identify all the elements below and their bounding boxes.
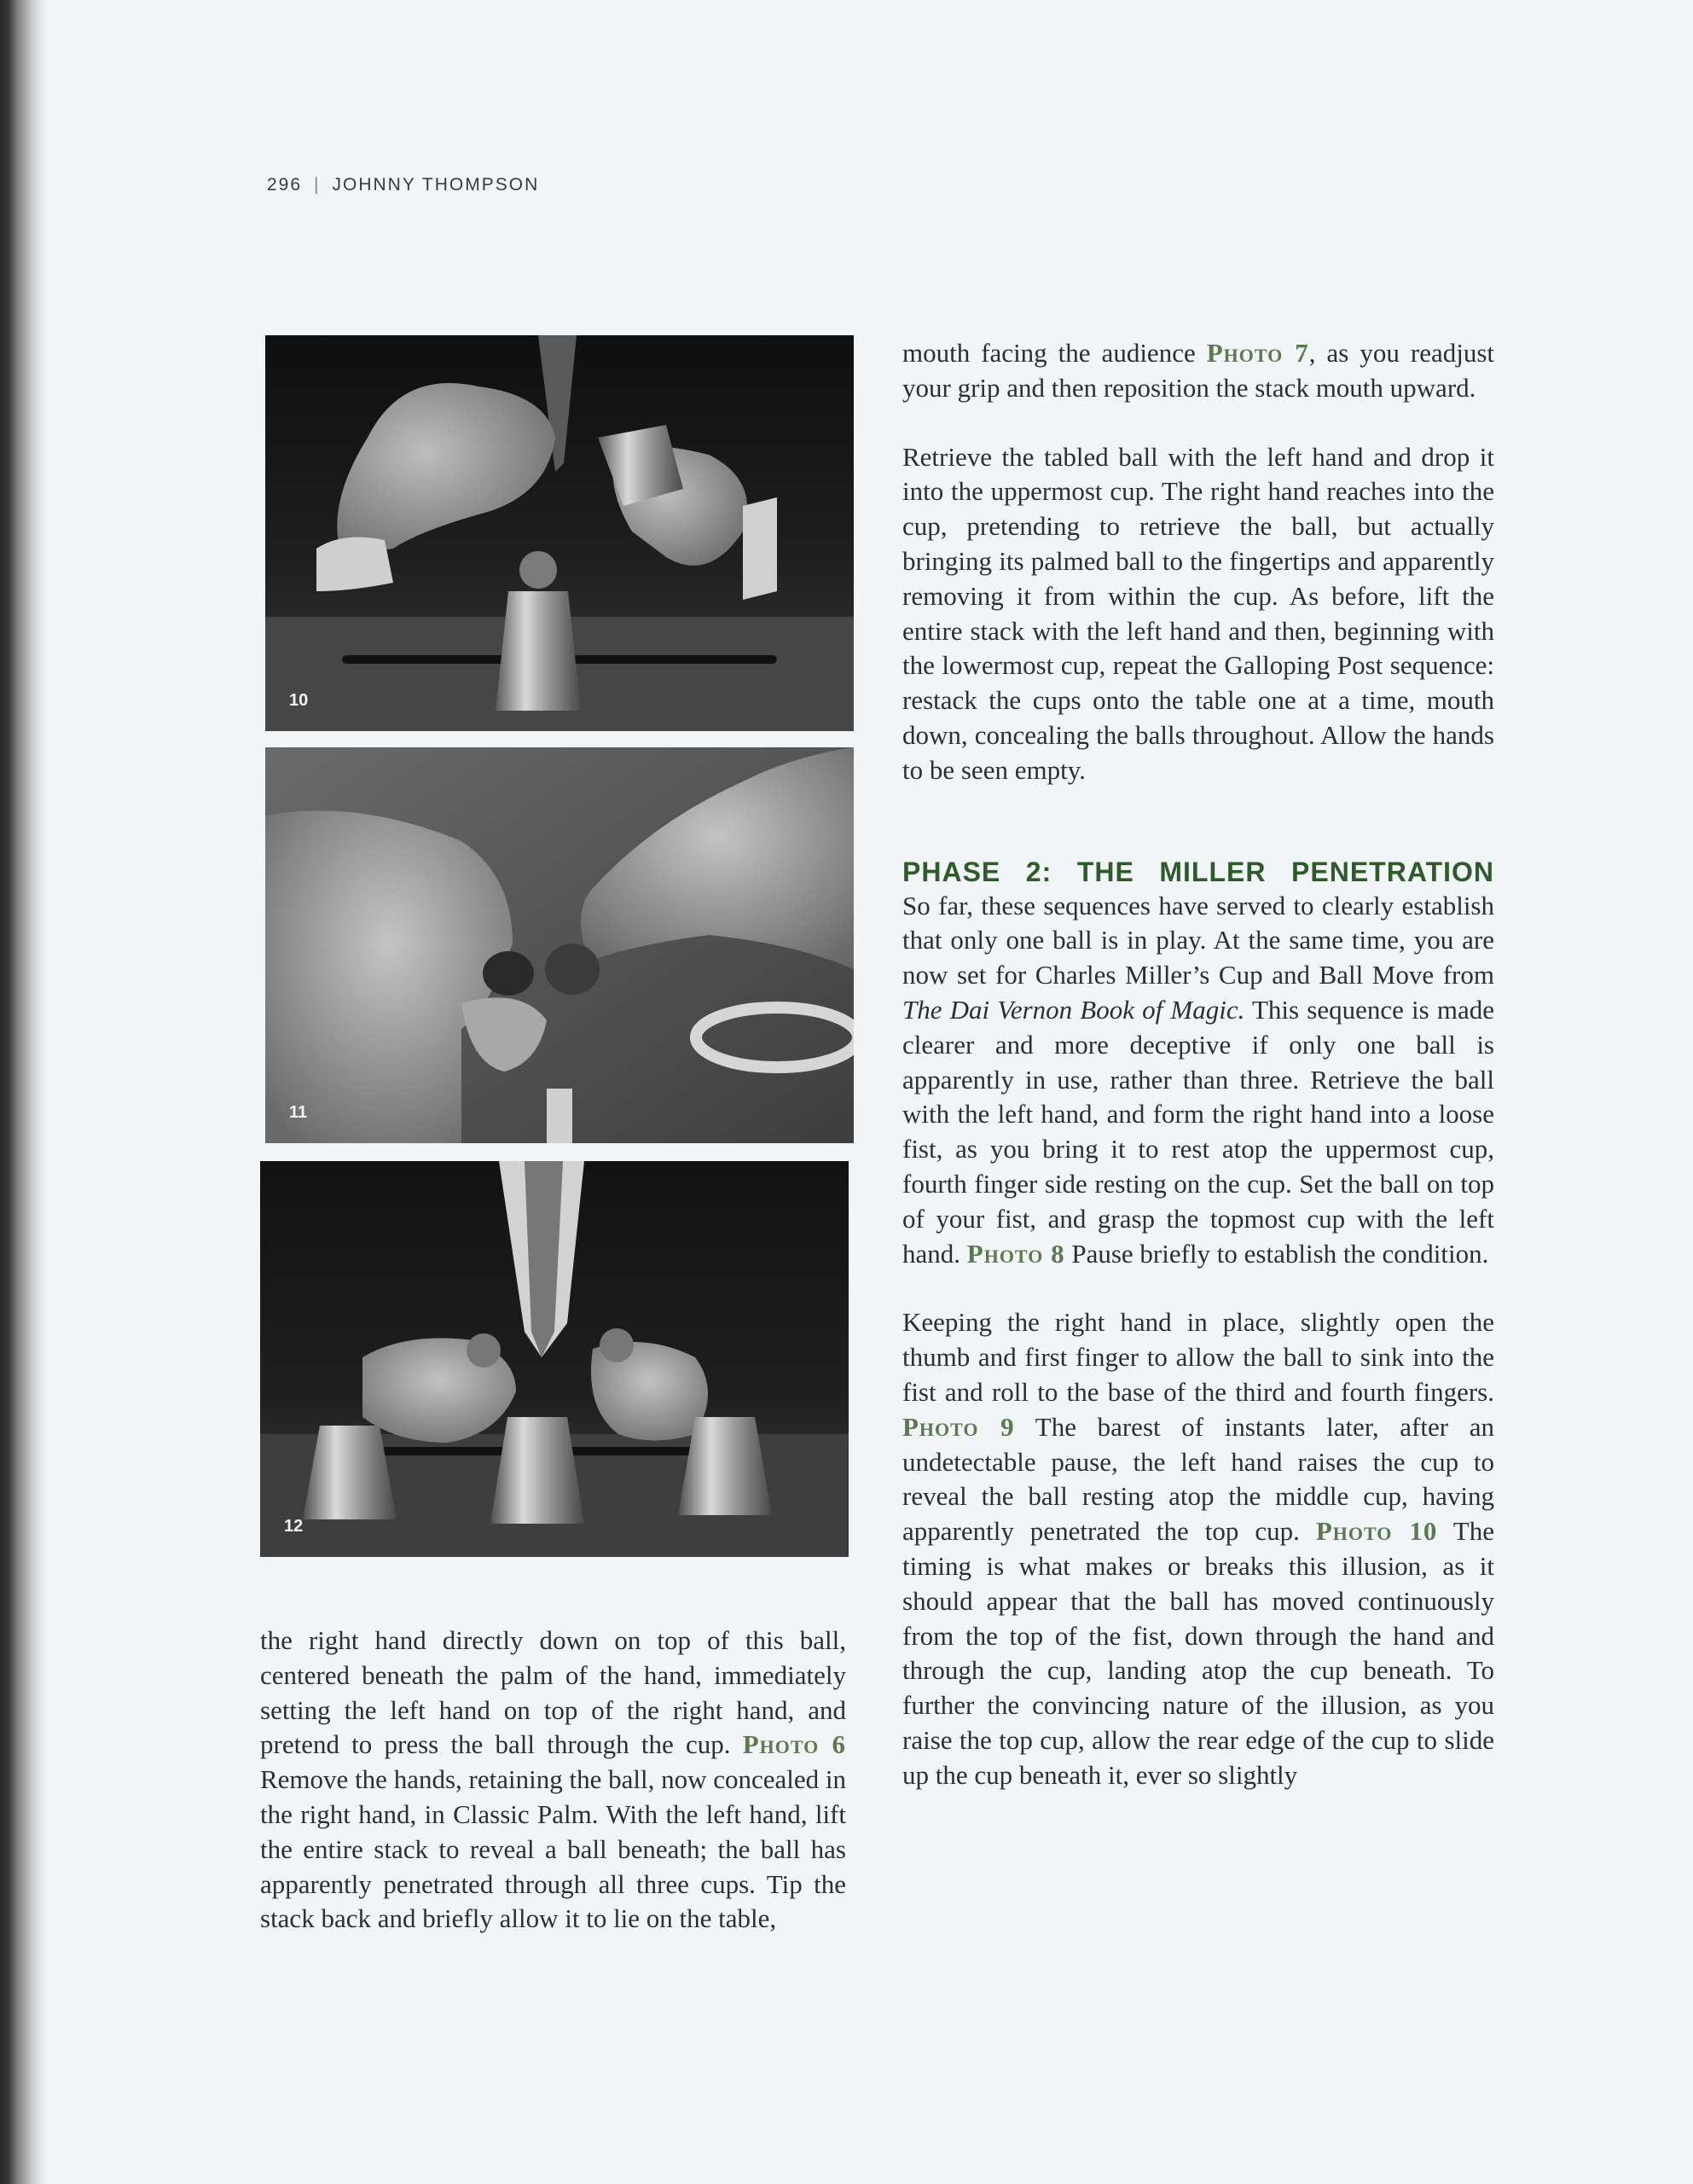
section-heading: PHASE 2: THE MILLER PENETRATION: [902, 856, 1494, 887]
right-column: [902, 336, 1494, 1792]
left-column: [260, 1623, 846, 1937]
paragraph-text: the right hand directly down on top of this ball, centered beneath the palm of the hand, immediately setting the left hand on top of the right hand, and pretend to press the ball through the cup.: [260, 1625, 846, 1760]
photo-11-image: [265, 747, 854, 1143]
paragraph: [902, 440, 1494, 788]
photo-number: 10: [289, 691, 309, 710]
paragraph-text: The barest of instants later, after an undetectable pause, the left hand raises the cup to reveal the ball resting atop the middle cup, having apparently penetrated the top cup.: [902, 1411, 1494, 1547]
paragraph-text: mouth facing the audience: [902, 338, 1196, 368]
photo-reference: Photo 10: [1315, 1516, 1438, 1547]
paragraph-text: The timing is what makes or breaks this illusion, as it should appear that the ball has moved continuously from the top of the fist, down through the hand and through the cup, landing atop the cup beneath. To further the convincing nature of the illusion, as you raise the top cup, allow the rear edge of the cup to slide up the cup beneath it, ever so slightly: [902, 1516, 1494, 1790]
photo-number: 11: [289, 1103, 308, 1122]
paragraph: [902, 336, 1494, 406]
photo-12-image: [260, 1161, 849, 1557]
paragraph-text: This sequence is made clearer and more deceptive if only one ball is apparently in use, rather than three. Retrieve the ball with the left hand, and form the right hand into a loose fist, as you bring it to rest atop the uppermost cup, fourth finger side resting on the cup. Set the ball on top of your fist, and grasp the topmost cup with the left hand.: [902, 994, 1495, 1269]
paragraph-text: , as you readjust your grip and then reposition the stack mouth upward.: [902, 338, 1495, 403]
book-binding-shadow: [0, 0, 49, 2184]
book-title: The Dai Vernon Book of Magic.: [902, 994, 1245, 1025]
page-number: 296: [267, 175, 303, 195]
photo-reference: Photo 7: [1206, 338, 1309, 368]
paragraph: [902, 1305, 1494, 1792]
paragraph: [260, 1623, 846, 1937]
photo-10-image: [265, 335, 854, 731]
photo-11: [265, 747, 854, 1143]
photo-number: 12: [284, 1517, 304, 1536]
photo-12: [260, 1161, 849, 1557]
running-head-separator: |: [314, 175, 321, 195]
photo-reference: Photo 6: [742, 1729, 847, 1760]
paragraph: [902, 889, 1494, 1272]
photo-reference: Photo 8: [966, 1238, 1065, 1269]
paragraph-text: Keeping the right hand in place, slightly open the thumb and first finger to allow the ball to sink into the fist and roll to the base of the third and fourth fingers.: [902, 1307, 1494, 1407]
paragraph-text: So far, these sequences have served to clearly establish that only one ball is in play. At the same time, you are now set for Charles Miller’s Cup and Ball Move from: [902, 890, 1494, 990]
paragraph-text: Remove the hands, retaining the ball, now concealed in the right hand, in Classic Palm. With the left hand, lift the entire stack to reveal a ball beneath; the ball has apparently penetrated through all three cups. Tip the stack back and briefly allow it to lie on the table,: [260, 1764, 846, 1934]
running-head: [267, 175, 539, 195]
running-head-author: JOHNNY THOMPSON: [332, 175, 540, 195]
paragraph-text: Retrieve the tabled ball with the left hand and drop it into the uppermost cup. The right hand reaches into the cup, pretending to retrieve the ball, but actually bringing its palmed ball to the fingertips and apparently removing it from within the cup. As before, lift the entire stack with the left hand and then, beginning with the lowermost cup, repeat the Galloping Post sequence: restack the cups onto the table one at a time, mouth down, concealing the balls throughout. Allow the hands to be seen empty.: [902, 441, 1494, 785]
photo-10: [265, 335, 854, 731]
photo-reference: Photo 9: [902, 1411, 1015, 1442]
paragraph-text: Pause briefly to establish the condition.: [1071, 1238, 1489, 1269]
